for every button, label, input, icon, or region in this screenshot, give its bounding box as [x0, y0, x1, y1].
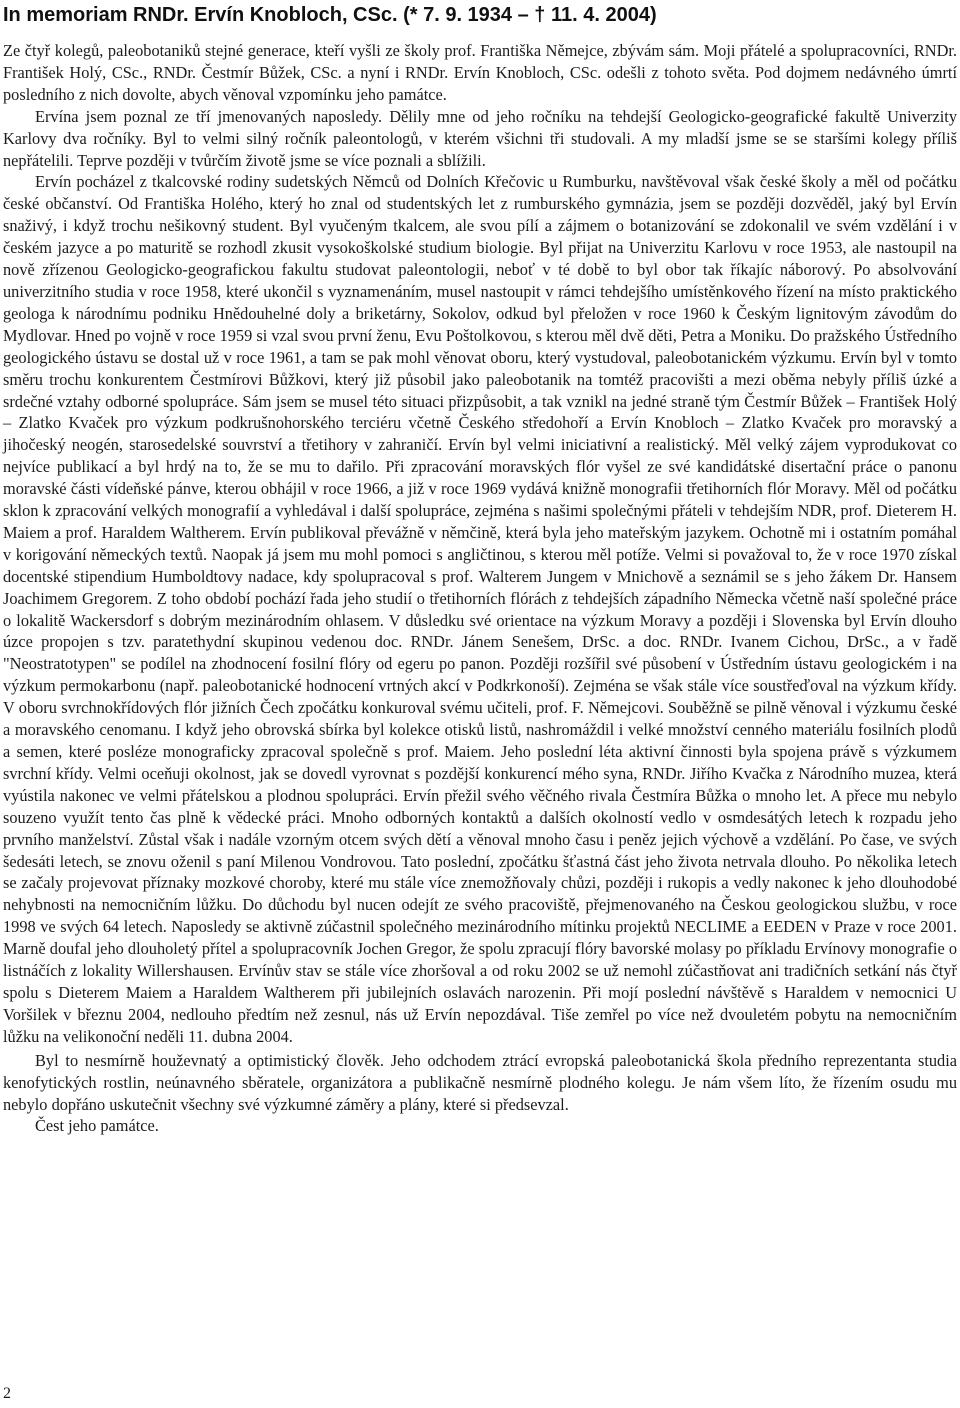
paragraph-biography: Ervín pocházel z tkalcovské rodiny sudetských Němců od Dolních Křečovic u Rumburku, navštěvoval však české školy a měl od počátku české občanství. Od Františka Holého, který ho znal od studentských let z rumburského gymnázia, jsem se později dozvěděl, jaký byl Ervín snaživý, i když trochu nešikovný student. Byl vyučeným tkalcem, ale svou pílí a zájmem o botanizování se zdokonalil ve svém vzdělání i v českém jazyce a po maturitě se rozhodl zkusit vysokoškolské studium biologie. Byl přijat na Univerzitu Karlovu v roce 1953, ale nastoupil na nově zřízenou Geologicko-geografickou fakultu studovat paleontologii, neboť v té době to byl obor tak říkajíc náborový. Po absolvování univerzitního studia v roce 1958, které ukončil s vyznamenáním, musel nastoupit v rámci tehdejšího umístěnkového řízení na místo praktického geologa k národnímu podniku Hnědouhelné doly a briketárny, Sokolov, odkud byl přeložen v roce 1960 k Českým lignitovým závodům do Mydlovar. Hned po vojně v roce 1959 si vzal svou první ženu, Evu Poštolkovou, s kterou měl dvě děti, Petra a Moniku. Do pražského Ústředního geologického ústavu se dostal už v roce 1961, a tam se pak mohl věnovat oboru, který vystudoval, paleobotanickém výzkumu. Ervín byl v tomto směru trochu konkurentem Čestmírovi Bůžkovi, který již působil jako paleobotanik na tomtéž pracovišti a mezi oběma nebyly příliš úzké a srdečné vztahy odborné spolupráce. Sám jsem se musel této situaci přizpůsobit, a tak vznikl na jedné straně tým Čestmír Bůžek – František Holý – Zlatko Kvaček pro výzkum podkrušnohorského terciéru včetně Českého středohoří a Ervín Knobloch – Zlatko Kvaček pro moravský a jihočeský neogén, starosedelské souvrství a třetihory v zahraničí. Ervín byl velmi iniciativní a realistický. Měl velký zájem vyprodukovat co nejvíce publikací a byl hrdý na to, že se mu to dařilo. Při zpracování moravských flór vyšel ze své kandidátské disertační práce o panonu moravské části vídeňské pánve, kterou obhájil v roce 1966, a již v roce 1969 vydává knižně monografii třetihorních flór Moravy. Měl od počátku sklon k zpracování velkých monografií a vyhledával i další spolupráce, zejména s našimi společnými přáteli v tehdejším NDR, prof. Dieterem H. Maiem a prof. Haraldem Waltherem. Ervín publikoval převážně v němčině, která byla jeho mateřským jazykem. Ochotně mi i ostatním pomáhal v korigování německých textů. Naopak já jsem mu mohl pomoci s angličtinou, s kterou měl potíže. Velmi si považoval to, že v roce 1970 získal docentské stipendium Humboldtovy nadace, kdy spolupracoval s prof. Walterem Jungem v Mnichově a seznámil se s jeho žákem Dr. Hansem Joachimem Gregorem. Z toho období pochází řada jeho studií o třetihorních flórách z tehdejších západního Německa včetně naší společné práce o lokalitě Wackersdorf s dobrým mezinárodním ohlasem. V důsledku své orientace na výzkum Moravy a později i Slovenska byl Ervín dlouho úzce propojen s tzv. paratethydní skupinou vedenou doc. RNDr. Jánem Senešem, DrSc. a doc. RNDr. Ivanem Cichou, DrSc., a v řadě "Neostratotypen" se podílel na zhodnocení fosilní flóry od egeru po panon. Později rozšířil své působení v Ústředním ústavu geologickém i na výzkum permokarbonu (např. paleobotanické hodnocení vrtných akcí v Podkrkonoší). Zejména se však stále více soustřeďoval na výzkum křídy. V oboru svrchnokřídových flór jižních Čech zpočátku konkuroval svému učiteli, prof. F. Němejcovi. Souběžně se pilně věnoval i výzkumu české a moravského cenomanu. I když jeho obrovská sbírka byl kolekce otisků listů, nashromáždil i velké množství cenného materiálu fosilních plodů a semen, které posléze monograficky zpracoval společně s prof. Maiem. Jeho poslední léta aktivní činnosti byla spojena právě s výzkumem svrchní křídy. Velmi oceňuji okolnost, jak se dovedl vyrovnat s pozdější konkurencí mého syna, RNDr. Jiřího Kvačka z Národního muzea, která vyústila nakonec ve velmi přátelskou a plodnou spolupráci. Ervín přežil svého věčného rivala Čestmíra Bůžka o mnoho let. A přece mu nebylo souzeno využít tento čas plně k vědecké práci. Mnoho odborných kontaktů a dalších okolností vedlo v osmdesátých letech k rozpadu jeho prvního manželství. Zůstal však i nadále vzorným otcem svých dětí a věnoval mnoho času i peněz jejich výchově a vzdělání. Po čase, ve svých šedesáti letech, se znovu oženil s paní Milenou Vondrovou. Tato poslední, zpočátku šťastná část jeho života netrvala dlouho. Po několika letech se začaly projevovat příznaky mozkové choroby, které mu stále více znemožňovaly chůzi, později i rukopis a vedly nakonec k jeho dlouhodobé nehybnosti na nemocničním lůžku. Do důchodu byl nucen odejít ze svého pracoviště, přejmenovaného na Českou geologickou službu, v roce 1998 ve svých 64 letech. Naposledy se aktivně zúčastnil společného mezinárodního mítinku projektů NECLIME a EEDEN v Praze v roce 2001. Marně doufal jeho dlouholetý přítel a spolupracovník Jochen Gregor, že spolu zpracují flóry bavorské molasy po příkladu Ervínovy monografie o listnáčích z lokality Willershausen. Ervínův stav se stále více zhoršoval a od roku 2002 se už nemohl zúčastňovat ani tradičních setkání nás čtyř spolu s Dieterem Maiem a Haraldem Waltherem při jubilejních oslavách narozenin. Při mojí poslední návštěvě s Haraldem v nemocnici U Voršilek v březnu 2004, nedlouho předtím než zesnul, nás už Ervín nepozdával. Tiše zemřel po více než dvouletém pobytu na nemocničním lůžku na velikonoční neděli 11. dubna 2004. [3, 172, 957, 1046]
page-number: 2 [3, 1385, 11, 1402]
article-title: In memoriam RNDr. Ervín Knobloch, CSc. (* 7. 9. 1934 – † 11. 4. 2004) [3, 4, 657, 26]
article-body [3, 40, 957, 1137]
paragraph-closing: Čest jeho památce. [35, 1116, 159, 1136]
paragraph-acquaintance: Ervína jsem poznal ze tří jmenovaných naposledy. Dělily mne od jeho ročníku na tehdejší Geologicko-geografické fakultě Univerzity Karlovy dva ročníky. Byl to velmi silný ročník paleontologů, v kterém všichni tři studovali. A my mladší jsme se se staršími kolegy příliš nepřátelili. Teprve později v tvůrčím životě jsme se více poznali a sblížili. [3, 106, 957, 170]
paragraph-intro: Ze čtyř kolegů, paleobotaniků stejné generace, kteří vyšli ze školy prof. Františka Němejce, zbývám sám. Moji přátelé a spolupracovníci, RNDr. František Holý, CSc., RNDr. Čestmír Bůžek, CSc. a nyní i RNDr. Ervín Knobloch, CSc. odešli z tohoto světa. Pod dojmem nedávného úmrtí posledního z nich dovolte, abych věnoval vzpomínku jeho památce. [3, 41, 957, 104]
paragraph-tribute: Byl to nesmírně houževnatý a optimistický člověk. Jeho odchodem ztrácí evropská paleobotanická škola předního reprezentanta studia kenofytických rostlin, neúnavného sběratele, organizátora a publikačně nesmírně plodného kolegu. Je nám všem líto, že řízením osudu mu nebylo dopřáno uskutečnit všechny své výzkumné záměry a plány, které si předsevzal. [3, 1050, 957, 1114]
